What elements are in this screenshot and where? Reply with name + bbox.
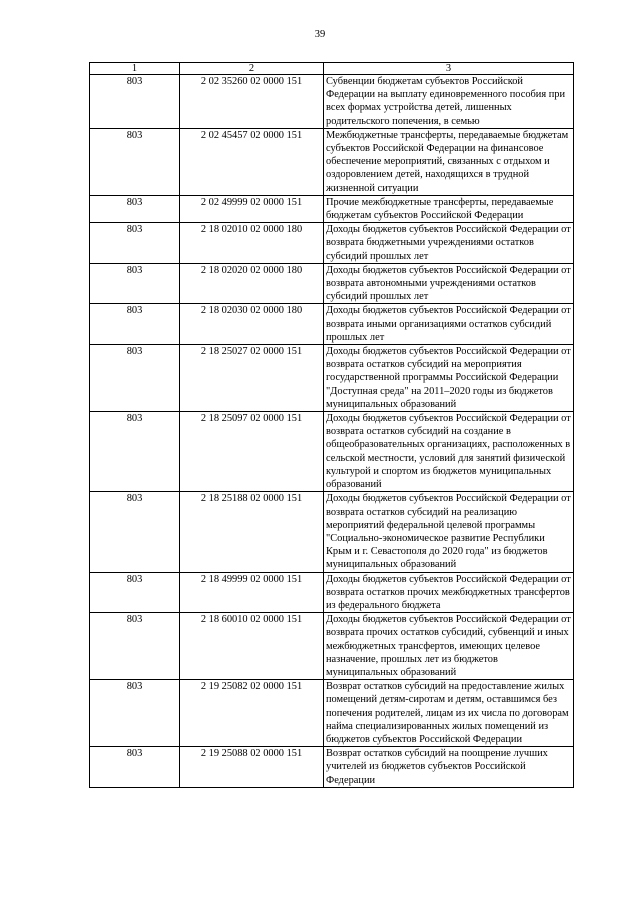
table-row: [90, 572, 574, 613]
income-name-cell: Доходы бюджетов субъектов Российской Федерации от возврата автономными учреждениями остатков субсидий прошлых лет: [324, 263, 574, 304]
admin-code-cell: 803: [90, 345, 180, 412]
table-row: [90, 680, 574, 747]
table-row: [90, 304, 574, 345]
admin-code-cell: 803: [90, 412, 180, 492]
table-row: [90, 75, 574, 129]
budget-code-cell: 2 19 25082 02 0000 151: [180, 680, 324, 747]
income-name-cell: Субвенции бюджетам субъектов Российской Федерации на выплату единовременного пособия при всех формах устройства детей, лишенных родительского попечения, в семью: [324, 75, 574, 129]
income-name-cell: Доходы бюджетов субъектов Российской Федерации от возврата иными организациями остатков субсидий прошлых лет: [324, 304, 574, 345]
income-name-cell: Возврат остатков субсидий на предоставление жилых помещений детям-сиротам и детям, оставшимся без попечения родителей, лицам из их числа по договорам найма специализированных жилых помещений из бюджетов субъектов Российской Федерации: [324, 680, 574, 747]
admin-code-cell: 803: [90, 492, 180, 572]
income-name-cell: Доходы бюджетов субъектов Российской Федерации от возврата прочих остатков субсидий, субвенций и иных межбюджетных трансфертов, имеющих целевое назначение, прошлых лет из бюджетов муниципальных образований: [324, 613, 574, 680]
income-name-cell: Прочие межбюджетные трансферты, передаваемые бюджетам субъектов Российской Федерации: [324, 195, 574, 222]
budget-code-cell: 2 02 45457 02 0000 151: [180, 128, 324, 195]
income-name-cell: Возврат остатков субсидий на поощрение лучших учителей из бюджетов субъектов Российской Федерации: [324, 747, 574, 788]
admin-code-cell: 803: [90, 613, 180, 680]
admin-code-cell: 803: [90, 128, 180, 195]
column-header-2: 2: [180, 63, 324, 75]
budget-code-cell: 2 18 25188 02 0000 151: [180, 492, 324, 572]
budget-code-cell: 2 18 60010 02 0000 151: [180, 613, 324, 680]
budget-code-cell: 2 18 02010 02 0000 180: [180, 223, 324, 264]
admin-code-cell: 803: [90, 747, 180, 788]
admin-code-cell: 803: [90, 304, 180, 345]
budget-code-cell: 2 02 35260 02 0000 151: [180, 75, 324, 129]
column-header-3: 3: [324, 63, 574, 75]
table-row: [90, 345, 574, 412]
table-row: [90, 195, 574, 222]
table-row: [90, 412, 574, 492]
income-name-cell: Доходы бюджетов субъектов Российской Федерации от возврата остатков субсидий на создание в общеобразовательных организациях, расположенных в сельской местности, условий для занятий физической культурой и спортом из бюджетов муниципальных образований: [324, 412, 574, 492]
table-row: [90, 747, 574, 788]
budget-code-cell: 2 19 25088 02 0000 151: [180, 747, 324, 788]
budget-code-cell: 2 18 25027 02 0000 151: [180, 345, 324, 412]
income-name-cell: Доходы бюджетов субъектов Российской Федерации от возврата остатков субсидий на мероприятия государственной программы Российской Федерации "Доступная среда" на 2011–2020 годы из бюджетов муниципальных образований: [324, 345, 574, 412]
column-header-1: 1: [90, 63, 180, 75]
table-row: [90, 223, 574, 264]
income-name-cell: Доходы бюджетов субъектов Российской Федерации от возврата остатков субсидий на реализацию мероприятий федеральной целевой программы "Социально-экономическое развитие Республики Крым и г. Севастополя до 2020 года" из бюджетов муниципальных образований: [324, 492, 574, 572]
admin-code-cell: 803: [90, 572, 180, 613]
income-name-cell: Межбюджетные трансферты, передаваемые бюджетам субъектов Российской Федерации на финансовое обеспечение мероприятий, связанных с отдыхом и оздоровлением детей, находящихся в трудной жизненной ситуации: [324, 128, 574, 195]
income-name-cell: Доходы бюджетов субъектов Российской Федерации от возврата остатков прочих межбюджетных трансфертов из федерального бюджета: [324, 572, 574, 613]
admin-code-cell: 803: [90, 680, 180, 747]
admin-code-cell: 803: [90, 195, 180, 222]
table-row: [90, 613, 574, 680]
admin-code-cell: 803: [90, 263, 180, 304]
budget-codes-table: [89, 62, 574, 788]
budget-code-cell: 2 18 49999 02 0000 151: [180, 572, 324, 613]
budget-code-cell: 2 18 02030 02 0000 180: [180, 304, 324, 345]
budget-code-cell: 2 18 25097 02 0000 151: [180, 412, 324, 492]
income-name-cell: Доходы бюджетов субъектов Российской Федерации от возврата бюджетными учреждениями остатков субсидий прошлых лет: [324, 223, 574, 264]
budget-code-cell: 2 02 49999 02 0000 151: [180, 195, 324, 222]
page-number: 39: [314, 29, 326, 40]
table-row: [90, 263, 574, 304]
table-row: [90, 128, 574, 195]
admin-code-cell: 803: [90, 75, 180, 129]
table-row: [90, 492, 574, 572]
table-header-row: [90, 63, 574, 75]
budget-code-cell: 2 18 02020 02 0000 180: [180, 263, 324, 304]
admin-code-cell: 803: [90, 223, 180, 264]
